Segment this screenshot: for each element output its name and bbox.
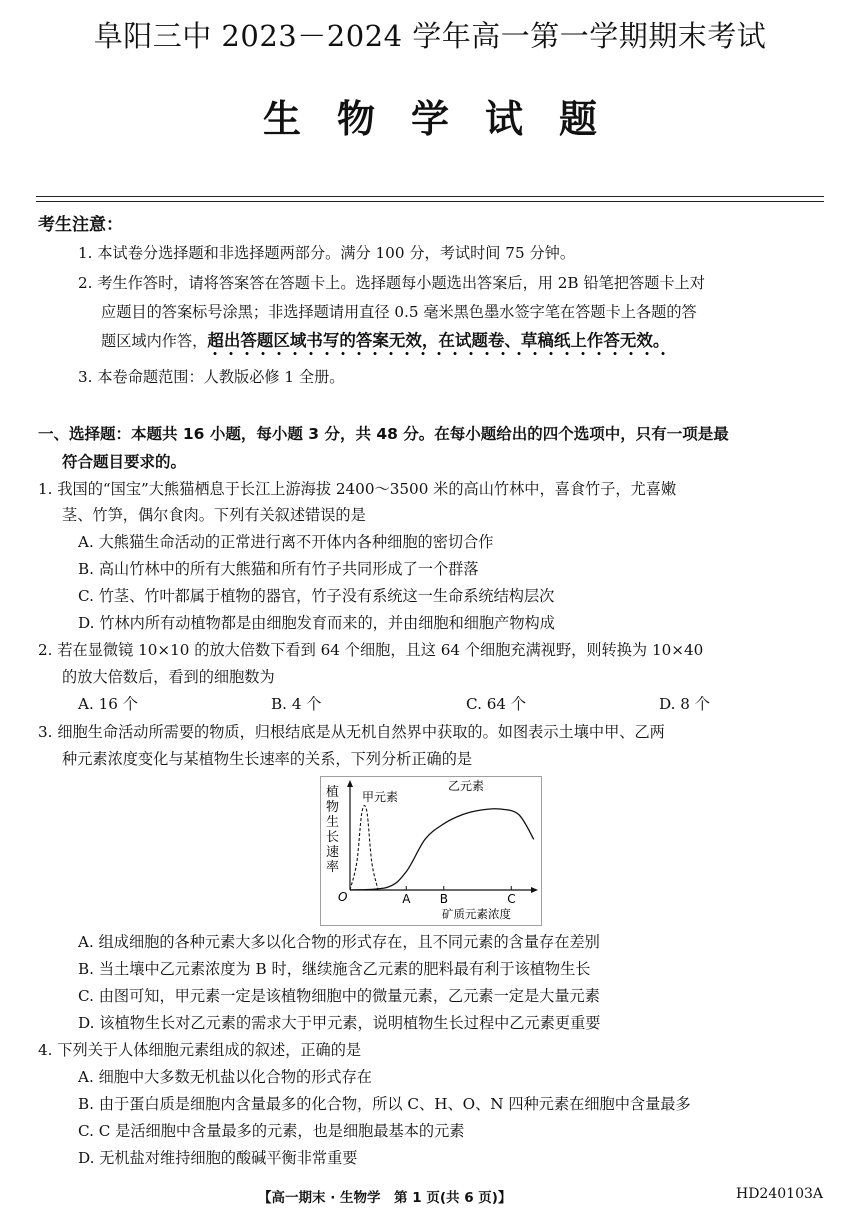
notice-item-1: 1. 本试卷分选择题和非选择题两部分。满分 100 分，考试时间 75 分钟。 (78, 244, 576, 262)
y-axis-label (326, 784, 339, 875)
notice-item-2-line-3 (101, 331, 669, 351)
q1-stem-line-1: 1. 我国的“国宝”大熊猫栖息于长江上游海拔 2400～3500 米的高山竹林中，喜食竹子，尤喜嫩 (38, 480, 677, 498)
y-axis-label-char: 植 (326, 785, 340, 800)
q3-option-c: C. 由图可知，甲元素一定是该植物细胞中的微量元素，乙元素一定是大量元素 (78, 987, 600, 1005)
x-axis-label: 矿质元素浓度 (442, 907, 511, 921)
notice-emphasis-text: 超出答题区域书写的答案无效，在试题卷、草稿纸上作答无效。 (207, 331, 669, 356)
q3-stem-line-2: 种元素浓度变化与某植物生长速率的关系，下列分析正确的是 (62, 750, 473, 768)
q2-option-d: D. 8 个 (659, 695, 710, 713)
q1-option-b: B. 高山竹林中的所有大熊猫和所有竹子共同形成了一个群落 (78, 560, 479, 578)
series-jia-label: 甲元素 (362, 790, 399, 804)
q2-option-c: C. 64 个 (466, 695, 527, 713)
q2-option-b: B. 4 个 (271, 695, 322, 713)
section1-heading-line-1: 一、选择题：本题共 16 小题，每小题 3 分，共 48 分。在每小题给出的四个选项中，只有一项是最 (38, 425, 729, 443)
footer-page-info: 【高一期末 · 生物学 第 1 页(共 6 页)】 (258, 1190, 512, 1206)
q2-option-a: A. 16 个 (78, 695, 138, 713)
series-jia-line (350, 806, 378, 891)
x-axis-arrow (531, 887, 538, 893)
header-divider-bottom (36, 201, 824, 202)
origin-label: O (338, 890, 348, 904)
q4-option-b: B. 由于蛋白质是细胞内含量最多的化合物，所以 C、H、O、N 四种元素在细胞中含量最多 (78, 1095, 691, 1113)
y-axis-label-char: 长 (326, 830, 340, 845)
x-axis-ticks (402, 886, 515, 906)
q2-stem-line-1: 2. 若在显微镜 10×10 的放大倍数下看到 64 个细胞，且这 64 个细胞充满视野，则转换为 10×40 (38, 641, 704, 659)
notice-heading: 考生注意： (38, 215, 123, 235)
header-divider-top (36, 196, 824, 197)
q3-stem-line-1: 3. 细胞生命活动所需要的物质，归根结底是从无机自然界中获取的。如图表示土壤中甲、乙两 (38, 723, 665, 741)
y-axis-arrow (347, 780, 353, 787)
y-axis-label-char: 率 (326, 860, 340, 875)
q4-option-c: C. C 是活细胞中含量最多的元素，也是细胞最基本的元素 (78, 1122, 465, 1140)
q3-figure-chart (320, 776, 542, 926)
y-axis-label-char: 生 (326, 815, 340, 830)
notice-item-2-line-1: 2. 考生作答时，请将答案答在答题卡上。选择题每小题选出答案后，用 2B 铅笔把答题卡上对 (78, 274, 705, 292)
notice-item-3: 3. 本卷命题范围：人教版必修 1 全册。 (78, 368, 345, 386)
q1-option-a: A. 大熊猫生命活动的正常进行离不开体内各种细胞的密切合作 (78, 533, 494, 551)
exam-title: 阜阳三中 2023－2024 学年高一第一学期期末考试 (93, 19, 767, 53)
q4-option-d: D. 无机盐对维持细胞的酸碱平衡非常重要 (78, 1149, 358, 1167)
q1-stem-line-2: 茎、竹笋，偶尔食肉。下列有关叙述错误的是 (62, 506, 366, 524)
x-tick-label: B (439, 892, 448, 906)
x-tick-label: A (402, 892, 411, 906)
q3-option-d: D. 该植物生长对乙元素的需求大于甲元素，说明植物生长过程中乙元素更重要 (78, 1014, 601, 1032)
notice-item-2-line-2: 应题目的答案标号涂黑；非选择题请用直径 0.5 毫米黑色墨水签字笔在答题卡上各题的答 (101, 303, 697, 321)
notice-item-2-line-3-prefix: 题区域内作答， (101, 332, 208, 350)
y-axis-label-char: 速 (326, 845, 340, 860)
series-yi-line (350, 809, 534, 890)
q4-option-a: A. 细胞中大多数无机盐以化合物的形式存在 (78, 1068, 372, 1086)
q1-option-d: D. 竹林内所有动植物都是由细胞发育而来的，并由细胞和细胞产物构成 (78, 614, 555, 632)
q3-option-a: A. 组成细胞的各种元素大多以化合物的形式存在，且不同元素的含量存在差别 (78, 933, 600, 951)
y-axis-label-char: 物 (326, 800, 340, 815)
q3-option-b: B. 当土壤中乙元素浓度为 B 时，继续施含乙元素的肥料最有利于该植物生长 (78, 960, 591, 978)
section1-heading-line-2: 符合题目要求的。 (62, 453, 187, 471)
subject-title: 生物学试题 (262, 97, 633, 141)
series-yi-label: 乙元素 (448, 779, 485, 793)
footer-exam-code: HD240103A (736, 1186, 823, 1202)
x-tick-label: C (507, 892, 516, 906)
q2-stem-line-2: 的放大倍数后，看到的细胞数为 (62, 668, 275, 686)
q4-stem: 4. 下列关于人体细胞元素组成的叙述，正确的是 (38, 1041, 362, 1059)
q1-option-c: C. 竹茎、竹叶都属于植物的器官，竹子没有系统这一生命系统结构层次 (78, 587, 555, 605)
